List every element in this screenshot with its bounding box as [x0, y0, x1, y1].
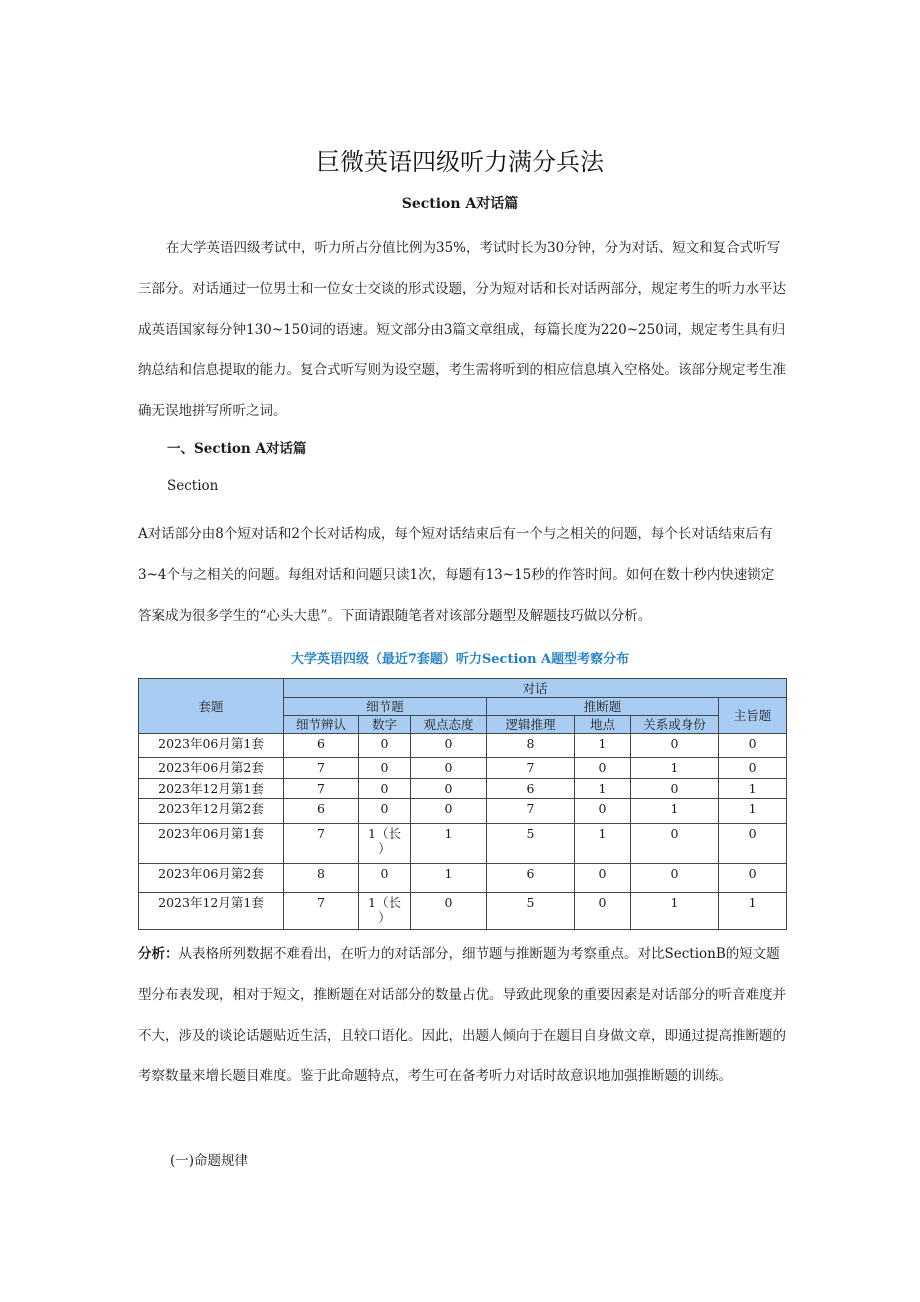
- subsection-heading: (一)命题规律: [170, 1153, 249, 1169]
- intro-line: 规定考生准确无误地拼写所听之词。: [138, 362, 786, 420]
- cell-value: 0: [631, 864, 719, 893]
- header-infer-group: 推断题: [487, 698, 719, 716]
- table-row: [139, 734, 787, 758]
- cell-value: 0: [719, 734, 787, 758]
- cell-value: 0: [719, 824, 787, 864]
- cell-value: 0: [719, 758, 787, 779]
- table-row: [139, 758, 787, 779]
- cell-value: 6: [284, 734, 359, 758]
- table-body: [139, 734, 787, 930]
- section-heading-2: Section: [167, 478, 219, 494]
- body-line: A对话部分由8个短对话和2个长对话构成，每个短对话结束后有一个与之相关的问题，每个长对话结束后: [138, 526, 759, 542]
- intro-line: 写三部分。对话通过一位男士和一位女士交谈的形式设题，分为短对话和长对话两部分，规定考生的听力: [138, 240, 781, 297]
- table-row: [139, 799, 787, 824]
- cell-value: 8: [487, 734, 575, 758]
- cell-value: 0: [719, 864, 787, 893]
- cell-value: 6: [487, 864, 575, 893]
- cell-value: 1: [631, 893, 719, 930]
- cell-value: 0: [411, 893, 487, 930]
- header-dialog: 对话: [284, 679, 787, 698]
- table-row: [139, 893, 787, 930]
- intro-line: 水平达成英语国家每分钟130~150词的语速。短文部分由3篇文章组成，每篇长度为220~250词，规定考生: [138, 280, 786, 338]
- cell-value: 1: [575, 779, 631, 799]
- cell-set: 2023年12月第2套: [139, 799, 284, 824]
- cell-value: 1: [719, 799, 787, 824]
- document-title: 巨微英语四级听力满分兵法: [316, 148, 604, 176]
- cell-value: 0: [575, 799, 631, 824]
- cell-value: 7: [284, 779, 359, 799]
- cell-value: 1: [575, 734, 631, 758]
- cell-value: 0: [359, 779, 411, 799]
- header-sub: 关系或身份: [631, 716, 719, 734]
- table-row: [139, 864, 787, 893]
- header-main-idea: 主旨题: [719, 698, 787, 734]
- intro-paragraph: [138, 228, 786, 432]
- cell-value: 0: [631, 824, 719, 864]
- body-line: 定答案成为很多学生的“心头大患”。下面请跟随笔者对该部分题型及解题技巧做以分析。: [138, 566, 775, 624]
- intro-line: 在大学英语四级考试中，听力所占分值比例为35%，考试时长为30分钟，分为对话、短文和复合式听: [166, 240, 767, 256]
- cell-value: 6: [284, 799, 359, 824]
- header-set: 套题: [139, 679, 284, 734]
- cell-value: 7: [284, 893, 359, 930]
- table-row: [139, 824, 787, 864]
- cell-value: 1: [411, 824, 487, 864]
- cell-value: 0: [575, 893, 631, 930]
- cell-value: 1: [411, 864, 487, 893]
- cell-value: 6: [487, 779, 575, 799]
- cell-value: 0: [575, 864, 631, 893]
- section-heading-1: 一、Section A对话篇: [167, 441, 307, 457]
- cell-value: 1（长 ）: [359, 824, 411, 864]
- cell-value: 7: [284, 824, 359, 864]
- analysis-line: 推断题的训练。: [637, 1068, 732, 1085]
- cell-value: 7: [487, 799, 575, 824]
- body-paragraph: [138, 514, 786, 636]
- cell-value: 0: [359, 734, 411, 758]
- body-line: 有3~4个与之相关的问题。每组对话和问题只读1次，每题有13~15秒的作答时间。如何在数十秒内快速锁: [138, 526, 773, 583]
- header-sub: 细节辨认: [284, 716, 359, 734]
- table-row: [139, 779, 787, 799]
- cell-value: 5: [487, 893, 575, 930]
- header-sub: 逻辑推理: [487, 716, 575, 734]
- cell-value: 0: [411, 734, 487, 758]
- distribution-table: [138, 678, 787, 930]
- cell-value: 0: [411, 779, 487, 799]
- cell-set: 2023年06月第2套: [139, 864, 284, 893]
- cell-value: 1: [631, 758, 719, 779]
- cell-value: 7: [284, 758, 359, 779]
- cell-value: 0: [575, 758, 631, 779]
- analysis-line: 从表格所列数据不难看出，在听力的对话部分，细节题与推断题为考察重点。对比Section: [178, 946, 716, 962]
- cell-set: 2023年06月第1套: [139, 824, 284, 864]
- cell-set: 2023年12月第1套: [139, 779, 284, 799]
- cell-set: 2023年06月第2套: [139, 758, 284, 779]
- analysis-line: 分的听音难度并不大，涉及的谈论话题贴近生活，且较口语化。因此，出题人倾向于在题目自身做文章，: [138, 986, 786, 1044]
- cell-value: 7: [487, 758, 575, 779]
- cell-value: 1: [719, 779, 787, 799]
- cell-value: 1: [631, 799, 719, 824]
- cell-value: 8: [284, 864, 359, 893]
- analysis-line: B的短文题型分布表发现，相对于短文，推断题在对话部分的数量占优。导致此现象的重要因素是对话部: [138, 946, 780, 1003]
- cell-value: 5: [487, 824, 575, 864]
- cell-value: 0: [359, 799, 411, 824]
- intro-line: 具有归纳总结和信息提取的能力。复合式听写则为设空题，考生需将听到的相应信息填入空格处。该部分: [138, 321, 786, 379]
- cell-value: 0: [411, 799, 487, 824]
- cell-set: 2023年12月第1套: [139, 893, 284, 930]
- cell-value: 1（长 ）: [359, 893, 411, 930]
- header-sub: 观点态度: [411, 716, 487, 734]
- analysis-label: 分析：: [138, 946, 179, 962]
- table-caption: 大学英语四级（最近7套题）听力Section A题型考察分布: [290, 652, 630, 667]
- header-sub: 数字: [359, 716, 411, 734]
- cell-value: 0: [631, 779, 719, 799]
- cell-value: 0: [359, 758, 411, 779]
- cell-set: 2023年06月第1套: [139, 734, 284, 758]
- analysis-line: 即通过提高推断题的考察数量来增长题目难度。鉴于此命题特点，考生可在备考听力对话时故意识地加强: [138, 1027, 786, 1085]
- header-detail-group: 细节题: [284, 698, 487, 716]
- cell-value: 0: [411, 758, 487, 779]
- cell-value: 1: [719, 893, 787, 930]
- cell-value: 0: [631, 734, 719, 758]
- analysis-paragraph: [138, 934, 786, 1097]
- cell-value: 1: [575, 824, 631, 864]
- document-subtitle: Section A对话篇: [401, 196, 519, 212]
- cell-value: 0: [359, 864, 411, 893]
- header-sub: 地点: [575, 716, 631, 734]
